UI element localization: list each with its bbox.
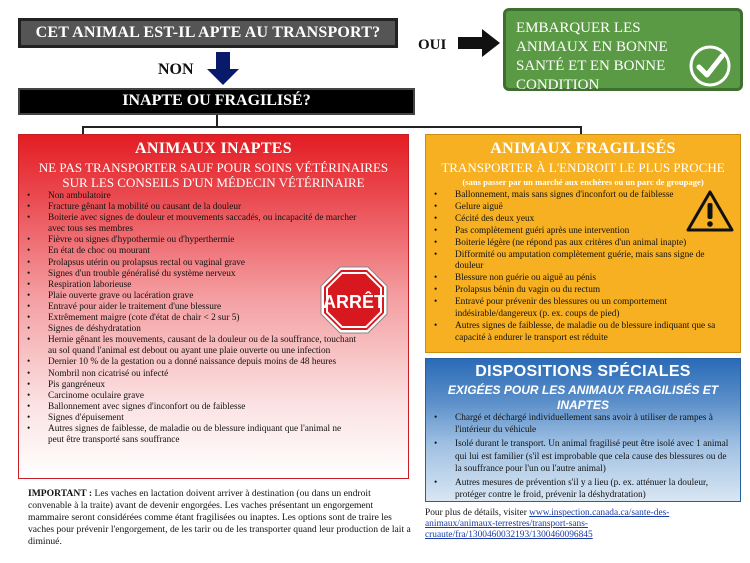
details-link[interactable]: www.inspection.canada.ca/sante-des-animaux/animaux-terrestres/transport-sans-cruaute/fra/1300460032193/1300460096845 xyxy=(425,508,670,540)
right-arrow-icon xyxy=(458,27,502,59)
no-label: NON xyxy=(158,61,194,78)
stop-sign-text: ARRÊT xyxy=(323,292,385,312)
list-item: • Dernier 10 % de la gestation ou a donné naissance depuis moins de 48 heures xyxy=(19,357,359,368)
list-item: • Cécité des deux yeux xyxy=(426,214,731,226)
list-item: • Respiration laborieuse xyxy=(19,280,359,291)
fit-question-box xyxy=(18,18,398,48)
unfit-or-compromised-question: INAPTE OU FRAGILISÉ? xyxy=(122,92,311,109)
list-item: • Ballonnement avec signes d'inconfort ou de faiblesse xyxy=(19,402,359,413)
list-item: • Non ambulatoire xyxy=(19,191,359,202)
yes-label: OUI xyxy=(418,37,447,53)
list-item: • Chargé et déchargé individuellement sans avoir à utiliser de rampes à l'intérieur du véhicule xyxy=(426,412,734,436)
down-arrow-icon xyxy=(206,52,240,86)
list-item: • Pis gangréneux xyxy=(19,380,359,391)
list-item: • Signes d'un trouble généralisé du système nerveux xyxy=(19,269,359,280)
special-provisions-panel xyxy=(425,358,741,502)
list-item: • Ballonnement, mais sans signes d'inconfort ou de faiblesse xyxy=(426,190,731,202)
important-text: Les vaches en lactation doivent arriver à destination (ou dans un endroit convenable à la traite) avant de devenir engorgées. Les vaches présentant un engorgement mammaire seront considérées comme étant fragilisées ou inaptes. Les options sont de traire les vaches pour prévenir l'engorgement, de les tarir ou de les transporter quand leur production de lait a diminué. xyxy=(28,488,411,547)
warning-icon xyxy=(686,190,734,232)
important-note xyxy=(28,488,413,548)
list-item: • Nombril non cicatrisé ou infecté xyxy=(19,369,359,380)
checkmark-icon xyxy=(688,44,732,88)
stop-sign-icon xyxy=(320,266,388,334)
compromised-subtitle: TRANSPORTER À L'ENDROIT LE PLUS PROCHE xyxy=(441,160,725,175)
list-item: • Autres signes de faiblesse, de maladie ou de blessure indiquant que l'animal ne peut être transporté sans souffrance xyxy=(19,424,359,446)
list-item: • Autres mesures de prévention s'il y a lieu (p. ex. atténuer la douleur, protéger contre le froid, prévenir la déshydratation) xyxy=(426,477,734,501)
list-item: • Plaie ouverte grave ou lacération grave xyxy=(19,291,359,302)
list-item: • Signes de déshydratation xyxy=(19,324,359,335)
compromised-note: (sans passer par un marché aux enchères ou un parc de groupage) xyxy=(462,177,704,187)
list-item: • Prolapsus utérin ou prolapsus rectal ou vaginal grave xyxy=(19,258,359,269)
list-item: • Blessure non guérie ou aiguë au pénis xyxy=(426,273,731,285)
details-prefix: Pour plus de détails, visiter xyxy=(425,508,527,518)
list-item: • Isolé durant le transport. Un animal fragilisé peut être isolé avec 1 animal qui lui est familier (s'il est improbable que cela cause des blessures ou de la souffrance pour l'un ou l'autre animal) xyxy=(426,438,734,475)
list-item: • Prolapsus bénin du vagin ou du rectum xyxy=(426,285,731,297)
list-item: • Hernie gênant les mouvements, causant de la douleur ou de la souffrance, touchant au sol quand l'animal est debout ou ayant une plaie ouverte ou une infection xyxy=(19,335,359,357)
special-title: DISPOSITIONS SPÉCIALES xyxy=(475,363,691,380)
list-item: • Extrêmement maigre (cote d'état de chair < 2 sur 5) xyxy=(19,313,359,324)
list-item: • Entravé pour aider le traitement d'une blessure xyxy=(19,302,359,313)
unfit-list xyxy=(19,191,359,446)
list-item: • Boiterie avec signes de douleur et mouvements saccadés, ou incapacité de marcher avec tous ses membres xyxy=(19,213,359,235)
list-item: • Gelure aiguë xyxy=(426,202,731,214)
details-note xyxy=(425,508,735,541)
list-item: • Carcinome oculaire grave xyxy=(19,391,359,402)
fit-question: CET ANIMAL EST-IL APTE AU TRANSPORT? xyxy=(35,24,381,41)
special-list xyxy=(426,412,734,503)
unfit-title: ANIMAUX INAPTES xyxy=(135,140,292,157)
unfit-or-compromised-box xyxy=(18,88,415,115)
compromised-title: ANIMAUX FRAGILISÉS xyxy=(490,140,676,157)
special-subtitle: EXIGÉES POUR LES ANIMAUX FRAGILISÉS ET INAPTES xyxy=(447,383,719,412)
list-item: • Pas complètement guéri après une intervention xyxy=(426,226,731,238)
list-item: • Fracture gênant la mobilité ou causant de la douleur xyxy=(19,202,359,213)
compromised-animals-panel xyxy=(425,134,741,353)
list-item: • Signes d'épuisement xyxy=(19,413,359,424)
list-item: • Difformité ou amputation complètement guérie, mais sans signe de douleur xyxy=(426,250,731,274)
unfit-subtitle: NE PAS TRANSPORTER SAUF POUR SOINS VÉTÉRINAIRES SUR LES CONSEILS D'UN MÉDECIN VÉTÉRINAIRE xyxy=(38,160,389,190)
list-item: • Autres signes de faiblesse, de maladie ou de blessure indiquant que sa capacité à endurer le transport est réduite xyxy=(426,321,731,345)
load-healthy-text: EMBARQUER LES ANIMAUX EN BONNE SANTÉ ET EN BONNE CONDITION xyxy=(516,20,668,93)
list-item: • Entravé pour prévenir des blessures ou un comportement indésirable/dangereux (p. ex. coups de pied) xyxy=(426,297,731,321)
list-item: • En état de choc ou mourant xyxy=(19,246,359,257)
list-item: • Fièvre ou signes d'hypothermie ou d'hyperthermie xyxy=(19,235,359,246)
list-item: • Boiterie légère (ne répond pas aux critères d'un animal inapte) xyxy=(426,238,731,250)
important-label: IMPORTANT : xyxy=(28,488,93,499)
